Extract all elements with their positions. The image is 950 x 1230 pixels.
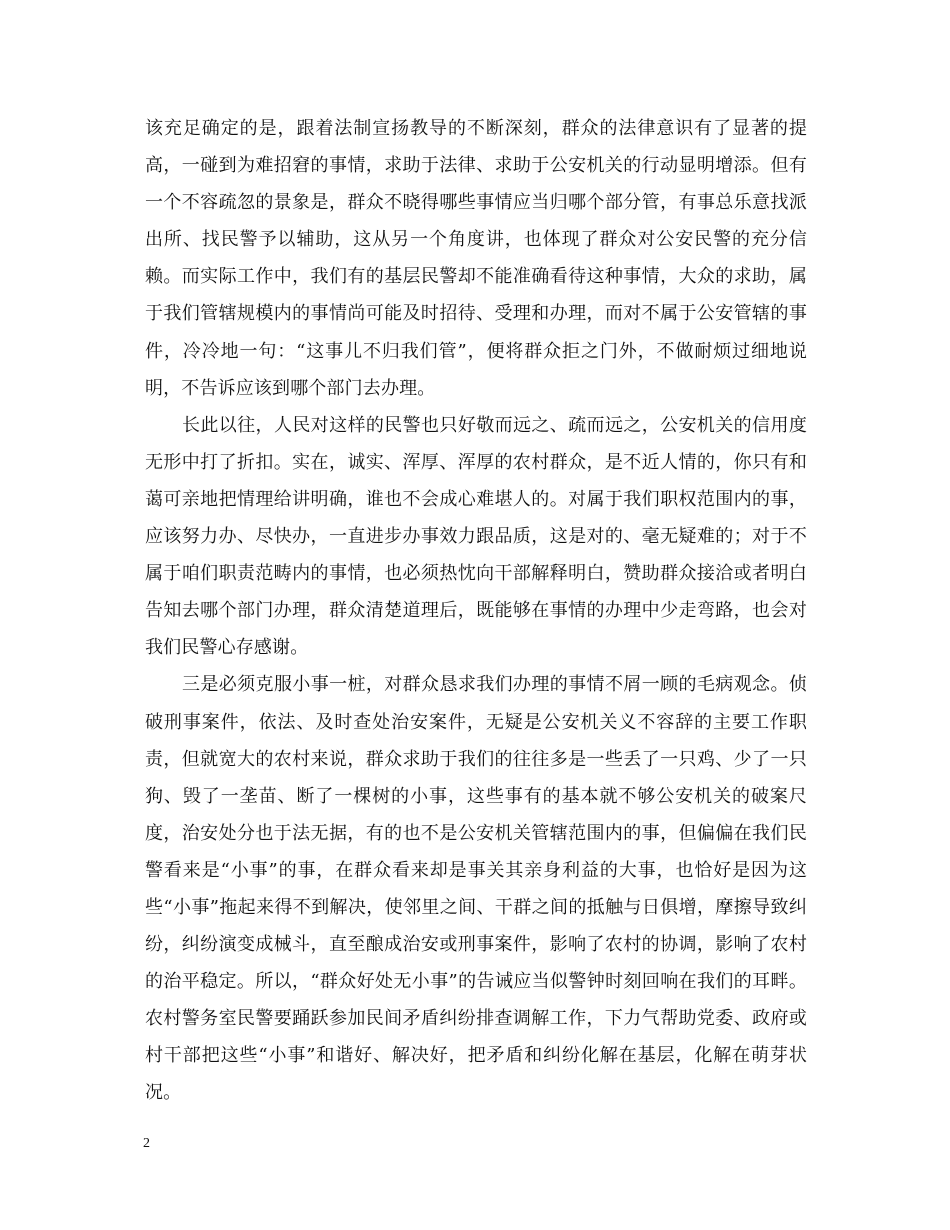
paragraph-1: 该充足确定的是，跟着法制宣扬教导的不断深刻，群众的法律意识有了显著的提高，一碰到为难招窘的事情，求助于法律、求助于公安机关的行动显明增添。但有一个不容疏忽的景象是，群众不晓得哪些事情应当归哪个部分管，有事总乐意找派出所、找民警予以辅助，这从另一个角度讲，也体现了群众对公安民警的充分信赖。而实际工作中，我们有的基层民警却不能准确看待这种事情，大众的求助，属于我们管辖规模内的事情尚可能及时招待、受理和办理，而对不属于公安管辖的事件，冷冷地一句：“这事儿不归我们管”，便将群众拒之门外，不做耐烦过细地说明，不告诉应该到哪个部门去办理。: [145, 118, 807, 399]
document-body: [145, 110, 807, 1112]
page-number: 2: [143, 1136, 150, 1151]
paragraph-3: 三是必须克服小事一桩，对群众恳求我们办理的事情不屑一顾的毛病观念。侦破刑事案件，依法、及时查处治安案件，无疑是公安机关义不容辞的主要工作职责，但就宽大的农村来说，群众求助于我们的往往多是一些丢了一只鸡、少了一只狗、毁了一垄苗、断了一棵树的小事，这些事有的基本就不够公安机关的破案尺度，治安处分也于法无据，有的也不是公安机关管辖范围内的事，但偏偏在我们民警看来是“小事”的事，在群众看来却是事关其亲身利益的大事，也恰好是因为这些“小事”拖起来得不到解决，使邻里之间、干群之间的抵触与日俱增，摩擦导致纠纷，纠纷演变成械斗，直至酿成治安或刑事案件，影响了农村的协调，影响了农村的治平稳定。所以，“群众好处无小事”的告诫应当似警钟时刻回响在我们的耳畔。农村警务室民警要踊跃参加民间矛盾纠纷排查调解工作，下力气帮助党委、政府或村干部把这些“小事”和谐好、解决好，把矛盾和纠纷化解在基层，化解在萌芽状况。: [145, 674, 807, 1104]
paragraph-2: 长此以往，人民对这样的民警也只好敬而远之、疏而远之，公安机关的信用度无形中打了折扣。实在，诚实、浑厚、浑厚的农村群众，是不近人情的，你只有和蔼可亲地把情理给讲明确，谁也不会成心难堪人的。对属于我们职权范围内的事，应该努力办、尽快办，一直进步办事效力跟品质，这是对的、毫无疑难的；对于不属于咱们职责范畴内的事情，也必须热忱向干部解释明白，赞助群众接洽或者明白告知去哪个部门办理，群众清楚道理后，既能够在事情的办理中少走弯路，也会对我们民警心存感谢。: [145, 414, 807, 659]
